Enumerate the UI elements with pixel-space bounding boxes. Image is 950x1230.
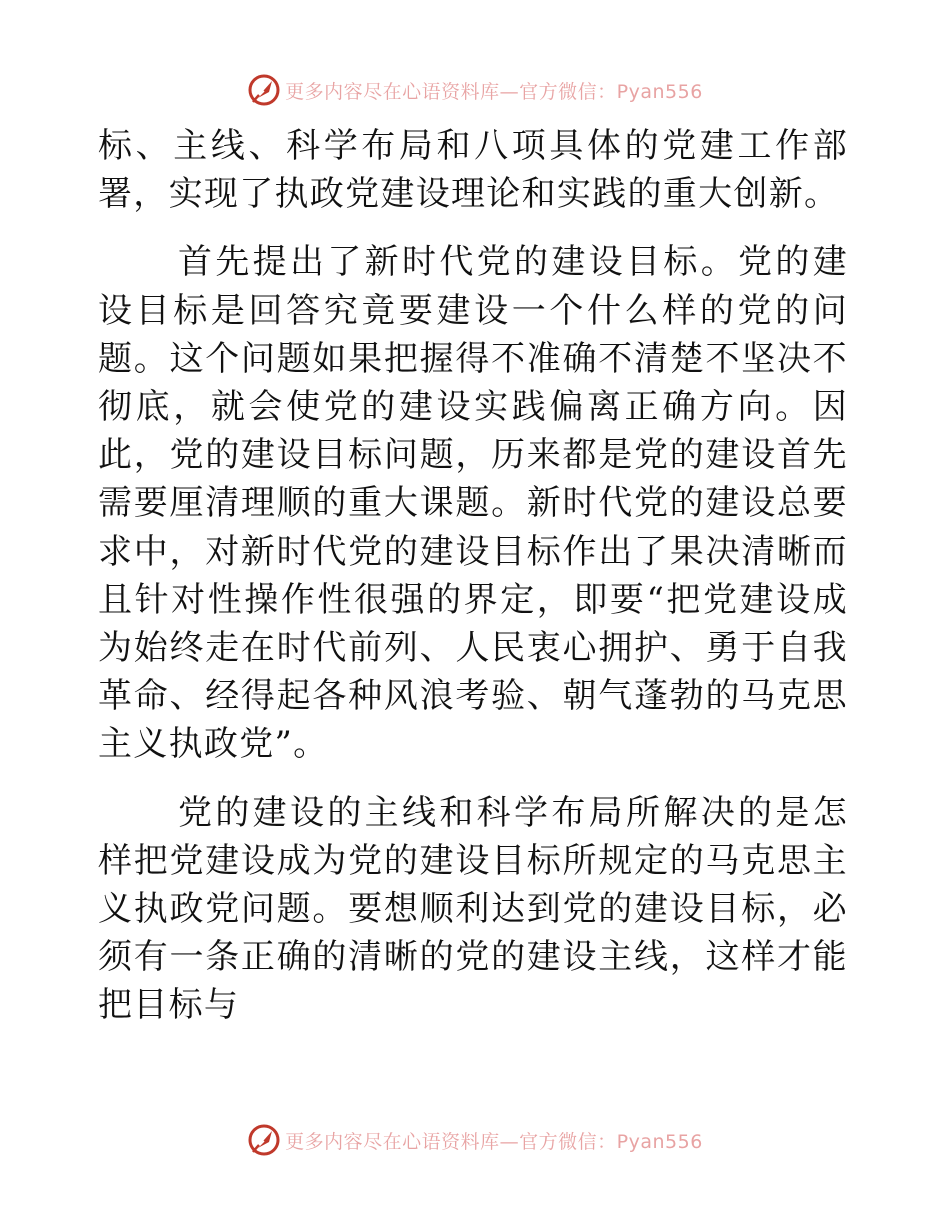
quill-pen-logo-icon: [247, 1123, 281, 1157]
paragraph-2: 首先提出了新时代党的建设目标。党的建设目标是回答究竟要建设一个什么样的党的问题。这个问题如果把握得不准确不清楚不坚决不彻底，就会使党的建设实践偏离正确方向。因此，党的建设目标问题，历来都是党的建设首先需要厘清理顺的重大课题。新时代党的建设总要求中，对新时代党的建设目标作出了果决清晰而且针对性操作性很强的界定，即要“把党建设成为始终走在时代前列、人民衷心拥护、勇于自我革命、经得起各种风浪考验、朝气蓬勃的马克思主义执政党”。: [98, 242, 848, 765]
header-watermark: [0, 70, 950, 110]
document-body: [98, 122, 848, 1030]
quill-pen-logo-icon: [247, 73, 281, 107]
wechat-id: Pyan556: [616, 1130, 703, 1153]
paragraph-1: 标、主线、科学布局和八项具体的党建工作部署，实现了执政党建设理论和实践的重大创新。: [98, 126, 848, 215]
footer-watermark: [0, 1120, 950, 1160]
paragraph-3: 党的建设的主线和科学布局所解决的是怎样把党建设成为党的建设目标所规定的马克思主义执政党问题。要想顺利达到党的建设目标，必须有一条正确的清晰的党的建设主线，这样才能把目标与: [98, 792, 848, 1026]
watermark-text: 更多内容尽在心语资料库—官方微信：Pyan556: [285, 80, 703, 103]
wechat-id: Pyan556: [616, 80, 703, 103]
watermark-text: 更多内容尽在心语资料库—官方微信：Pyan556: [285, 1130, 703, 1153]
